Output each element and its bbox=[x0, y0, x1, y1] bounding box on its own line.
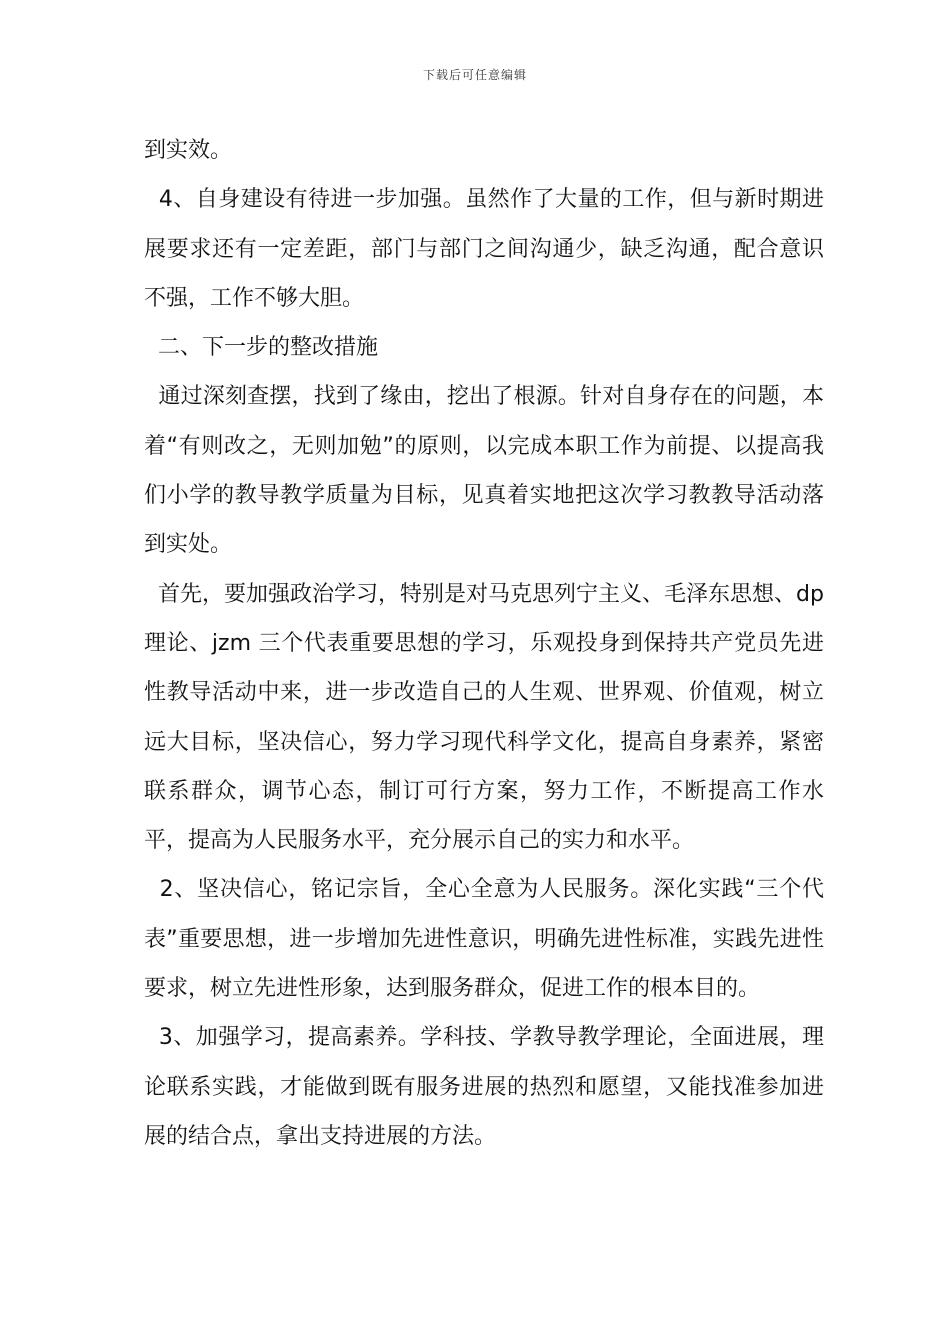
section-heading-next-steps: 二、下一步的整改措施 bbox=[144, 335, 379, 361]
document-body bbox=[144, 126, 831, 1161]
paragraph-continuation: 到实效。 bbox=[144, 138, 233, 163]
paragraph-item-2: 2、坚决信心，铭记宗旨，全心全意为人民服务。深化实践“三个代表”重要思想，进一步增加先进性意识，明确先进性标准，实践先进性要求，树立先进性形象，达到服务群众，促进工作的根本目的。 bbox=[144, 877, 824, 1002]
header-note: 下载后可任意编辑 bbox=[422, 68, 527, 82]
paragraph-first-measure: 首先，要加强政治学习，特别是对马克思列宁主义、毛泽东思想、dp 理论、jzm 三个代表重要思想的学习，乐观投身到保持共产党员先进性教导活动中来，进一步改造自己的人生观、世界观、价值观，树立远大目标，坚决信心，努力学习现代科学文化，提高自身素养，紧密联系群众，调节心态，制订可行方案，努力工作，不断提高工作水平，提高为人民服务水平，充分展示自己的实力和水平。 bbox=[144, 581, 831, 854]
paragraph-item-4: 4、自身建设有待进一步加强。虽然作了大量的工作，但与新时期进展要求还有一定差距，部门与部门之间沟通少，缺乏沟通，配合意识不强，工作不够大胆。 bbox=[144, 187, 824, 311]
paragraph-item-3: 3、加强学习，提高素养。学科技、学教导教学理论，全面进展，理论联系实践，才能做到既有服务进展的热烈和愿望，又能找准参加进展的结合点，拿出支持进展的方法。 bbox=[144, 1025, 824, 1149]
paragraph-intro-measures: 通过深刻查摆，找到了缘由，挖出了根源。针对自身存在的问题，本着“有则改之，无则加勉”的原则，以完成本职工作为前提、以提高我们小学的教导教学质量为目标，见真着实地把这次学习教教导活动落到实处。 bbox=[144, 384, 824, 558]
